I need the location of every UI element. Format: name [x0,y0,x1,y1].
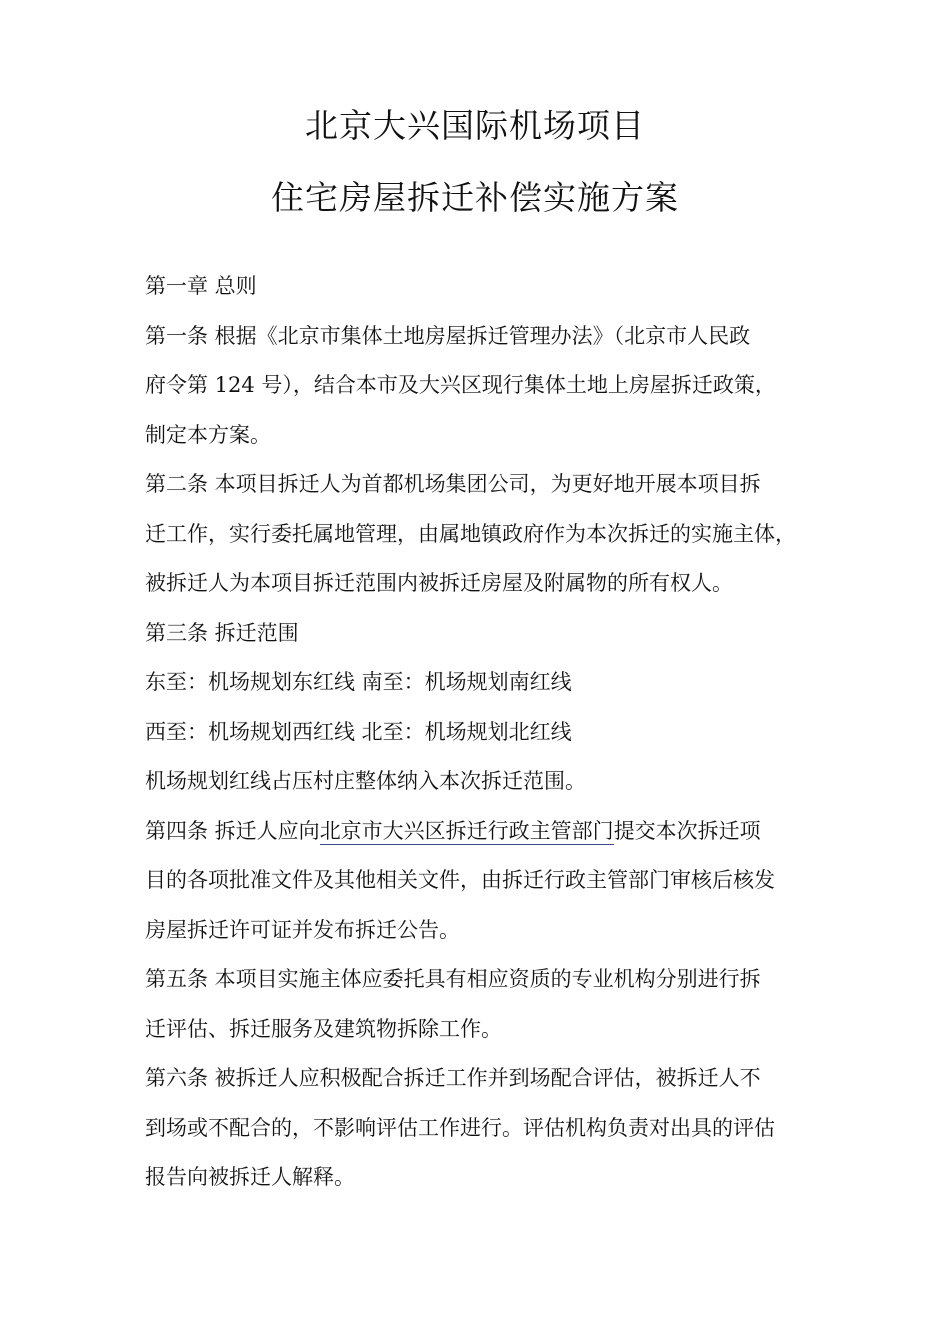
authority-link[interactable]: 北京市大兴区拆迁行政主管部门 [319,818,614,843]
chapter-heading: 第一章 总则 [145,274,257,298]
document-title-line-2: 住宅房屋拆迁补偿实施方案 [271,178,679,217]
article-5-line-2: 迁评估、拆迁服务及建筑物拆除工作。 [145,1016,502,1041]
article-4-line-2: 目的各项批准文件及其他相关文件，由拆迁行政主管部门审核后核发 [145,868,775,892]
article-6-line-1: 第六条 被拆迁人应积极配合拆迁工作并到场配合评估，被拆迁人不 [145,1066,761,1090]
article-4-prefix: 第四条 拆迁人应向 [145,818,320,843]
article-2-line-1: 第二条 本项目拆迁人为首都机场集团公司，为更好地开展本项目拆 [145,472,761,496]
document-body [145,262,810,1203]
article-5-line-1: 第五条 本项目实施主体应委托具有相应资质的专业机构分别进行拆 [145,967,761,991]
article-2-line-3: 被拆迁人为本项目拆迁范围内被拆迁房屋及附属物的所有权人。 [145,571,733,595]
scope-east-south: 东至：机场规划东红线 南至：机场规划南红线 [145,670,572,694]
article-1-line-3: 制定本方案。 [145,422,271,447]
article-3-heading: 第三条 拆迁范围 [145,620,299,645]
article-1-line-2: 府令第 124 号），结合本市及大兴区现行集体土地上房屋拆迁政策， [145,373,776,397]
article-6-line-3: 报告向被拆迁人解释。 [145,1165,355,1189]
article-4-suffix: 提交本次拆迁项 [613,818,761,843]
article-2-line-2: 迁工作，实行委托属地管理，由属地镇政府作为本次拆迁的实施主体， [145,521,796,546]
article-1-line-1: 第一条 根据《北京市集体土地房屋拆迁管理办法》（北京市人民政 [145,323,751,348]
article-4-line-1 [145,807,810,857]
document-title-line-1: 北京大兴国际机场项目 [305,106,645,145]
article-6-line-2: 到场或不配合的，不影响评估工作进行。评估机构负责对出具的评估 [145,1115,775,1140]
article-4-line-3: 房屋拆迁许可证并发布拆迁公告。 [145,917,460,942]
scope-villages: 机场规划红线占压村庄整体纳入本次拆迁范围。 [145,769,586,793]
scope-west-north: 西至：机场规划西红线 北至：机场规划北红线 [145,719,572,744]
